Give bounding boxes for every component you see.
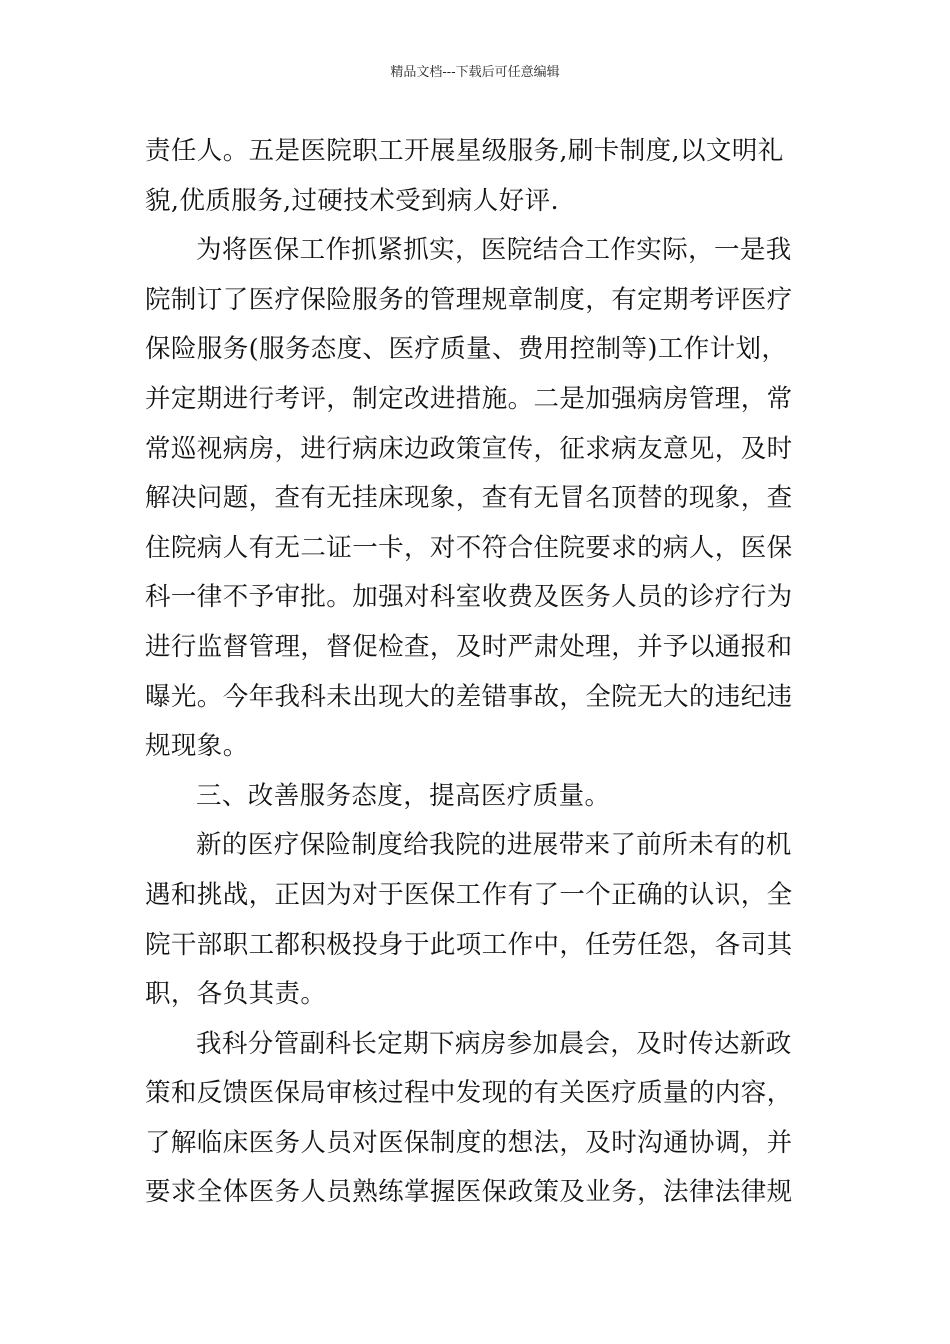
text-line: 遇和挑战，正因为对于医保工作有了一个正确的认识，全 bbox=[145, 879, 793, 910]
text-line: 常巡视病房，进行病床边政策宣传，征求病友意见，及时 bbox=[145, 433, 793, 464]
text-line: 貌,优质服务,过硬技术受到病人好评. bbox=[145, 185, 560, 216]
text-line: 了解临床医务人员对医保制度的想法，及时沟通协调，并 bbox=[145, 1127, 793, 1158]
text-line: 曝光。今年我科未出现大的差错事故，全院无大的违纪违 bbox=[145, 681, 793, 712]
document-body bbox=[145, 127, 807, 1218]
text-line: 职，各负其责。 bbox=[145, 979, 327, 1010]
text-line: 责任人。五是医院职工开展星级服务,刷卡制度,以文明礼 bbox=[145, 136, 784, 166]
text-line: 我科分管副科长定期下病房参加晨会，及时传达新政 bbox=[196, 1028, 792, 1059]
text-line: 要求全体医务人员熟练掌握医保政策及业务，法律法律规 bbox=[145, 1177, 793, 1208]
text-line: 科一律不予审批。加强对科室收费及医务人员的诊疗行为 bbox=[145, 582, 793, 613]
page-header: 精品文档---下载后可任意编辑 bbox=[390, 65, 560, 80]
text-line: 并定期进行考评，制定改进措施。二是加强病房管理，常 bbox=[145, 383, 793, 414]
text-line: 进行监督管理，督促检查，及时严肃处理，并予以通报和 bbox=[145, 631, 793, 662]
text-line: 院制订了医疗保险服务的管理规章制度，有定期考评医疗 bbox=[145, 284, 793, 315]
text-line: 住院病人有无二证一卡，对不符合住院要求的病人，医保 bbox=[145, 532, 793, 563]
text-line: 保险服务(服务态度、医疗质量、费用控制等)工作计划， bbox=[145, 334, 788, 365]
text-line: 为将医保工作抓紧抓实，医院结合工作实际，一是我 bbox=[196, 235, 792, 266]
text-line: 院干部职工都积极投身于此项工作中，任劳任怨，各司其 bbox=[145, 929, 793, 960]
text-line: 解决问题，查有无挂床现象，查有无冒名顶替的现象，查 bbox=[145, 483, 793, 514]
text-line: 策和反馈医保局审核过程中发现的有关医疗质量的内容， bbox=[145, 1078, 793, 1109]
text-line: 规现象。 bbox=[145, 731, 249, 762]
text-line: 新的医疗保险制度给我院的进展带来了前所未有的机 bbox=[196, 830, 792, 861]
section-heading: 三、改善服务态度，提高医疗质量。 bbox=[196, 780, 611, 811]
